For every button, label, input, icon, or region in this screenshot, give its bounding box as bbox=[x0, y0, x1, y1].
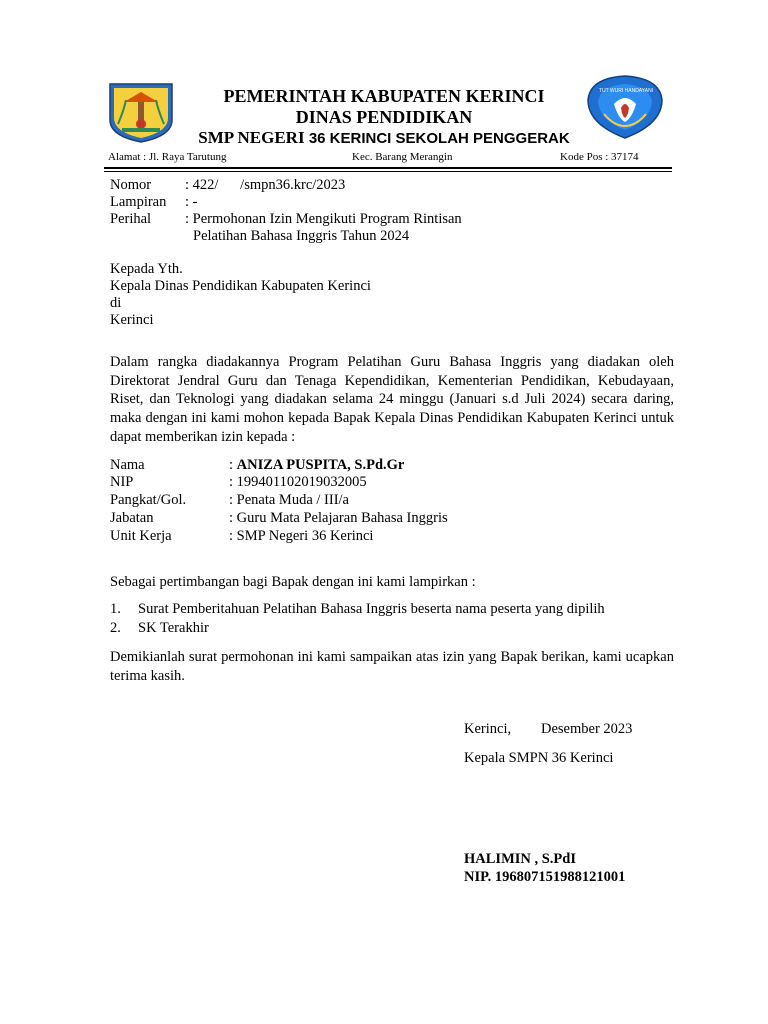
body-paragraph: Dalam rangka diadakannya Program Pelatihan Guru Bahasa Inggris yang diadakan oleh Direktorat Jendral Guru dan Tenaga Kependidikan, Kementerian Pendidikan, Kebudayaan, Riset, dan Teknologi yang diadakan selama 24 minggu (Januari s.d Juli 2024) secara daring, maka dengan ini kami mohon kepada Bapak Kepala Dinas Pendidikan Kabupaten Kerinci untuk dapat memberikan izin kepada : bbox=[110, 354, 674, 445]
perihal-value-line1: : Permohonan Izin Mengikuti Program Rintisan bbox=[185, 211, 462, 227]
signature-place: Kerinci, bbox=[464, 721, 512, 737]
unit-kerja-label: Unit Kerja bbox=[110, 528, 172, 544]
recipient-salutation: Kepada Yth. bbox=[110, 261, 183, 277]
signatory-name: HALIMIN , S.PdI bbox=[464, 851, 576, 867]
header-divider-thick bbox=[104, 167, 672, 169]
header-divider-thin bbox=[104, 171, 672, 172]
jabatan-value: : Guru Mata Pelajaran Bahasa Inggris bbox=[229, 510, 448, 526]
header-department: DINAS PENDIDIKAN bbox=[295, 107, 473, 127]
header-school-prefix: SMP NEGERI bbox=[198, 128, 309, 147]
nip-label: NIP bbox=[110, 474, 134, 490]
attachments-intro: Sebagai pertimbangan bagi Bapak dengan ini kami lampirkan : bbox=[110, 574, 476, 590]
nama-value-text: ANIZA PUSPITA, S.Pd.Gr bbox=[236, 457, 405, 473]
perihal-label: Perihal bbox=[110, 211, 152, 227]
nip-value: : 199401102019032005 bbox=[229, 474, 367, 490]
nomor-label: Nomor bbox=[110, 177, 152, 193]
closing-paragraph: Demikianlah surat permohonan ini kami sampaikan atas izin yang Bapak berikan, kami ucapkan terima kasih. bbox=[110, 649, 674, 684]
recipient-name: Kepala Dinas Pendidikan Kabupaten Kerinci bbox=[110, 278, 371, 294]
pangkat-value: : Penata Muda / III/a bbox=[229, 492, 349, 508]
lampiran-value: : - bbox=[185, 194, 198, 210]
recipient-di: di bbox=[110, 295, 122, 311]
unit-kerja-value: : SMP Negeri 36 Kerinci bbox=[229, 528, 374, 544]
header-school-suffix: 36 KERINCI SEKOLAH PENGGERAK bbox=[308, 130, 570, 147]
logo-motto-text: TUT WURI HANDAYANI bbox=[598, 88, 654, 94]
nama-value: : ANIZA PUSPITA, S.Pd.Gr bbox=[229, 457, 405, 473]
nama-label: Nama bbox=[110, 457, 145, 473]
header-postal-code: Kode Pos : 37174 bbox=[560, 151, 639, 163]
header-school bbox=[0, 128, 768, 148]
attachment-1-number: 1. bbox=[110, 601, 121, 617]
signatory-nip: NIP. 196807151988121001 bbox=[464, 869, 626, 885]
header-government: PEMERINTAH KABUPATEN KERINCI bbox=[223, 86, 545, 106]
signature-title: Kepala SMPN 36 Kerinci bbox=[464, 750, 614, 766]
attachment-2-text: SK Terakhir bbox=[138, 620, 209, 636]
nomor-value: : 422/ /smpn36.krc/2023 bbox=[185, 177, 346, 193]
pangkat-label: Pangkat/Gol. bbox=[110, 492, 187, 508]
jabatan-label: Jabatan bbox=[110, 510, 154, 526]
signature-date: Desember 2023 bbox=[541, 721, 633, 737]
lampiran-label: Lampiran bbox=[110, 194, 167, 210]
attachment-1-text: Surat Pemberitahuan Pelatihan Bahasa Inggris beserta nama peserta yang dipilih bbox=[138, 601, 605, 617]
header-address: Alamat : Jl. Raya Tarutung bbox=[108, 151, 227, 163]
recipient-place: Kerinci bbox=[110, 312, 154, 328]
header-district: Kec. Barang Merangin bbox=[352, 151, 453, 163]
perihal-value-line2: Pelatihan Bahasa Inggris Tahun 2024 bbox=[193, 228, 410, 244]
attachment-2-number: 2. bbox=[110, 620, 121, 636]
